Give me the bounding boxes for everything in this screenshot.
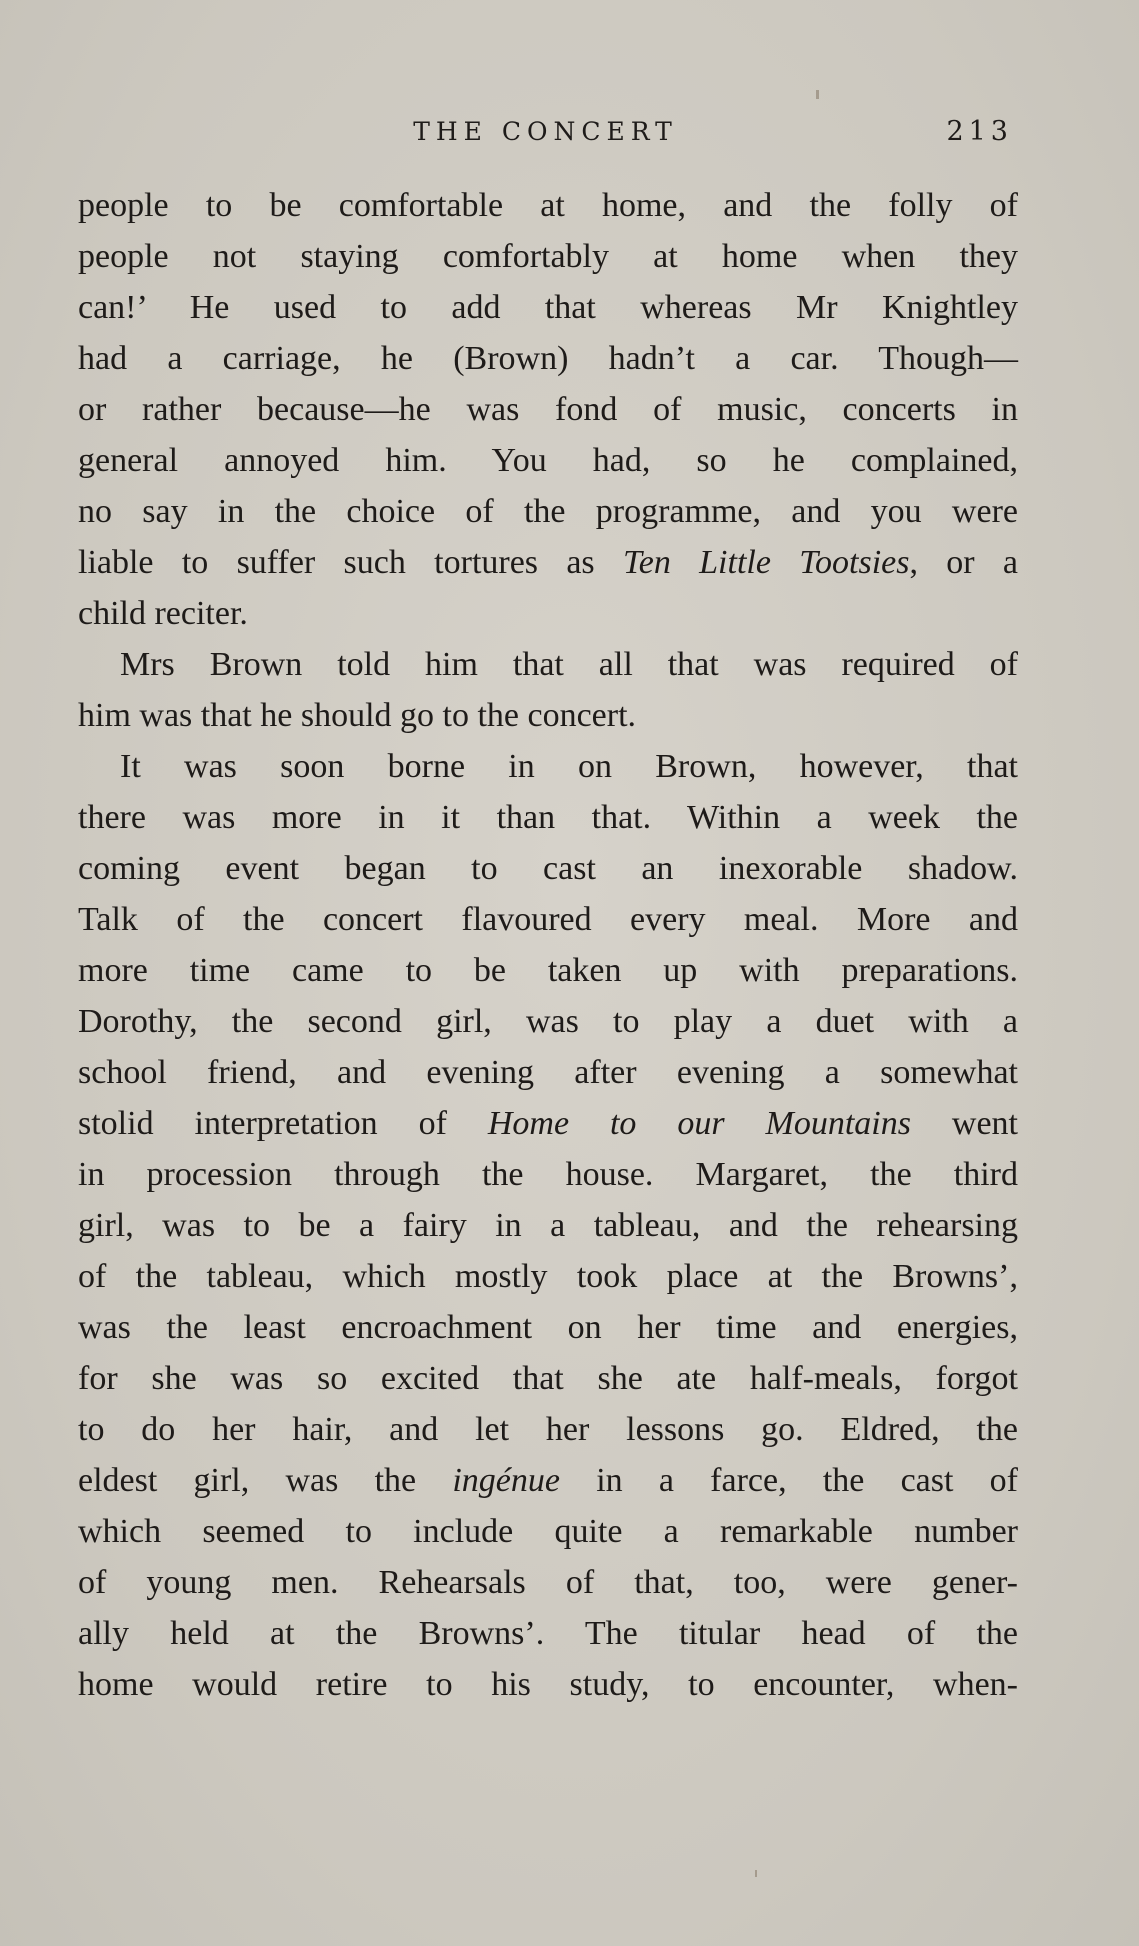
text-line: of young men. Rehearsals of that, too, were gener- — [78, 1564, 1018, 1601]
text-line: had a carriage, he (Brown) hadn’t a car. Though— — [78, 340, 1018, 377]
text-line: which seemed to include quite a remarkable number — [78, 1513, 1018, 1550]
italic-title: Ten Little Tootsies — [622, 544, 910, 581]
text-line: Talk of the concert flavoured every meal. More and — [78, 901, 1018, 938]
text-line: general annoyed him. You had, so he complained, — [78, 442, 1018, 479]
text-line: It was soon borne in on Brown, however, that — [120, 748, 1018, 785]
text-line: child reciter. — [78, 595, 248, 632]
italic-title: Home to our Mountains — [487, 1105, 911, 1142]
text-line: to do her hair, and let her lessons go. Eldred, the — [78, 1411, 1018, 1448]
text-span: liable to suffer such tortures as — [78, 544, 623, 581]
text-span: stolid interpretation of — [78, 1105, 488, 1142]
text-span: eldest girl, was the — [78, 1462, 453, 1499]
text-line: Mrs Brown told him that all that was required of — [120, 646, 1018, 683]
text-line: was the least encroachment on her time and energies, — [78, 1309, 1018, 1346]
page-number: 213 — [946, 116, 1013, 147]
text-span: , or a — [909, 544, 1019, 581]
text-span: in a farce, the cast of — [559, 1462, 1018, 1499]
text-line: him was that he should go to the concert. — [78, 697, 637, 734]
text-line: Dorothy, the second girl, was to play a duet with a — [78, 1003, 1018, 1040]
text-line — [78, 1455, 1018, 1506]
chapter-title: THE CONCERT — [413, 117, 678, 146]
paper-speck — [816, 90, 819, 99]
text-line: in procession through the house. Margaret, the third — [78, 1156, 1018, 1193]
text-line: for she was so excited that she ate half-meals, forgot — [78, 1360, 1018, 1397]
text-line: there was more in it than that. Within a week the — [78, 799, 1018, 836]
body-text — [78, 180, 1018, 1710]
text-line: home would retire to his study, to encounter, when- — [78, 1666, 1018, 1703]
paper-speck — [755, 1870, 757, 1877]
text-line: can!’ He used to add that whereas Mr Knightley — [78, 289, 1018, 326]
text-line: no say in the choice of the programme, and you were — [78, 493, 1018, 530]
text-line: coming event began to cast an inexorable shadow. — [78, 850, 1018, 887]
text-line: more time came to be taken up with preparations. — [78, 952, 1018, 989]
text-line: of the tableau, which mostly took place at the Browns’, — [78, 1258, 1018, 1295]
text-span: went — [910, 1105, 1018, 1142]
text-line: people to be comfortable at home, and the folly of — [78, 187, 1018, 224]
text-line: or rather because—he was fond of music, concerts in — [78, 391, 1018, 428]
text-line: ally held at the Browns’. The titular head of the — [78, 1615, 1018, 1652]
text-line: people not staying comfortably at home when they — [78, 238, 1018, 275]
text-line: girl, was to be a fairy in a tableau, and the rehearsing — [78, 1207, 1018, 1244]
running-head — [78, 112, 1013, 152]
text-line — [78, 537, 1018, 588]
text-line — [78, 1098, 1018, 1149]
italic-word: ingénue — [452, 1462, 560, 1499]
text-line: school friend, and evening after evening a somewhat — [78, 1054, 1018, 1091]
